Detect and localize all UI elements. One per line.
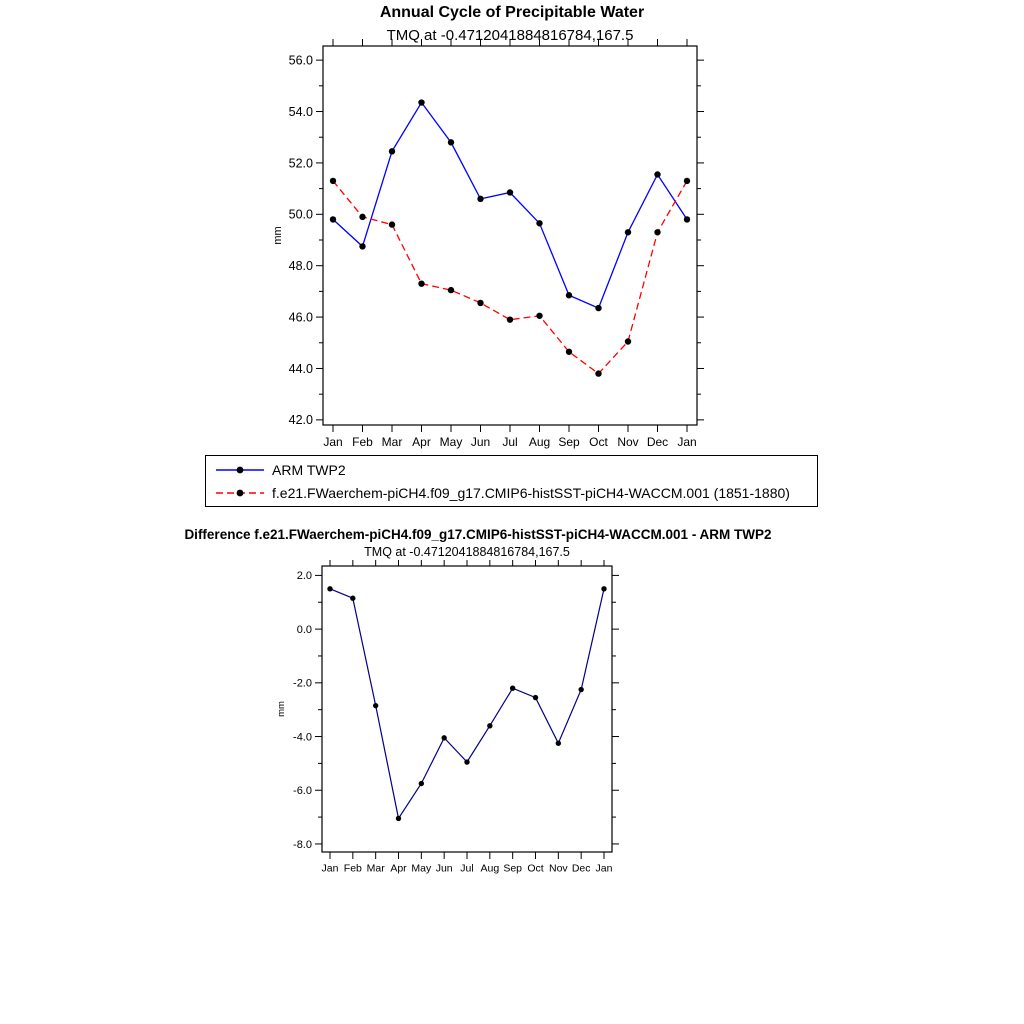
x-tick-label: Jun [470, 435, 491, 449]
data-point-marker [684, 216, 690, 222]
legend-label: f.e21.FWaerchem-piCH4.f09_g17.CMIP6-histSST-piCH4-WACCM.001 (1851-1880) [272, 484, 790, 501]
data-point-marker [536, 220, 542, 226]
data-point-marker [625, 229, 631, 235]
x-tick-label: Apr [390, 862, 407, 875]
x-tick-label: Jan [321, 862, 339, 875]
x-tick-label: Feb [352, 435, 373, 449]
x-tick-label: Aug [480, 862, 500, 875]
legend-label: ARM TWP2 [272, 461, 346, 478]
data-point-marker [418, 99, 424, 105]
y-axis [276, 570, 619, 851]
difference-chart [0, 560, 1024, 890]
data-point-marker [601, 586, 606, 591]
y-axis-label: mm [276, 701, 287, 717]
data-point-marker [448, 139, 454, 145]
y-axis-label: mm [272, 226, 284, 245]
data-point-marker [595, 305, 601, 311]
x-tick-label: May [439, 435, 463, 449]
y-tick-label: -8.0 [293, 838, 312, 851]
x-tick-label: Nov [548, 862, 568, 875]
difference-chart-title: Difference f.e21.FWaerchem-piCH4.f09_g17.CMIP6-histSST-piCH4-WACCM.001 - ARM TWP2 [184, 527, 772, 542]
legend-line-sample-red-dashed [214, 486, 266, 500]
data-point-marker [507, 316, 513, 322]
data-point-marker [536, 313, 542, 319]
y-tick-label: -2.0 [293, 677, 312, 690]
data-point-marker [477, 300, 483, 306]
series-0 [327, 586, 606, 821]
x-tick-label: Jul [502, 435, 518, 449]
series-0 [330, 99, 690, 311]
legend-box [205, 455, 818, 507]
data-point-marker [684, 178, 690, 184]
x-tick-label: Oct [527, 862, 544, 875]
series-line [330, 589, 604, 819]
data-point-marker [359, 243, 365, 249]
data-point-marker [566, 292, 572, 298]
y-tick-label: 52.0 [288, 156, 313, 171]
data-point-marker [389, 148, 395, 154]
y-tick-label: 50.0 [288, 207, 313, 222]
x-tick-label: Jan [595, 862, 613, 875]
data-point-marker [373, 703, 378, 708]
x-tick-label: Jun [435, 862, 453, 875]
data-point-marker [507, 189, 513, 195]
data-point-marker [566, 349, 572, 355]
y-tick-label: -6.0 [293, 785, 312, 798]
legend-item-model [214, 481, 813, 504]
x-tick-label: Feb [343, 862, 362, 875]
x-tick-label: Jan [323, 435, 343, 449]
data-point-marker [510, 685, 515, 690]
y-tick-label: 48.0 [288, 259, 313, 274]
y-tick-label: 46.0 [288, 310, 313, 325]
y-tick-label: -4.0 [293, 731, 312, 744]
y-tick-label: 2.0 [296, 570, 312, 583]
x-tick-label: Apr [412, 435, 431, 449]
y-tick-label: 42.0 [288, 413, 313, 428]
x-tick-label: Dec [571, 862, 591, 875]
data-point-marker [487, 723, 492, 728]
data-point-marker [578, 687, 583, 692]
x-tick-label: Nov [617, 435, 639, 449]
data-point-marker [448, 287, 454, 293]
data-point-marker [327, 586, 332, 591]
legend-line-sample-blue-solid [214, 463, 266, 477]
x-tick-label: Oct [589, 435, 608, 449]
data-point-marker [477, 196, 483, 202]
series-1 [330, 178, 690, 377]
data-point-marker [419, 781, 424, 786]
x-tick-label: Aug [528, 435, 551, 449]
annual-cycle-chart [0, 0, 1024, 452]
data-point-marker [396, 816, 401, 821]
legend-item-arm-twp2 [214, 458, 813, 481]
data-point-marker [595, 370, 601, 376]
data-point-marker [418, 280, 424, 286]
x-tick-label: Sep [503, 862, 523, 875]
data-point-marker [359, 214, 365, 220]
data-point-marker [441, 735, 446, 740]
x-tick-label: Dec [646, 435, 669, 449]
y-tick-label: 54.0 [288, 104, 313, 119]
y-tick-label: 44.0 [288, 361, 313, 376]
x-tick-label: Sep [558, 435, 580, 449]
top-chart-title: Annual Cycle of Precipitable Water [379, 4, 645, 21]
difference-chart-subtitle: TMQ at -0.4712041884816784,167.5 [364, 545, 570, 559]
series-line [333, 181, 687, 374]
x-tick-label: May [411, 862, 432, 875]
axes [272, 39, 704, 449]
data-point-marker [464, 759, 469, 764]
data-point-marker [654, 229, 660, 235]
x-tick-label: Mar [366, 862, 385, 875]
data-point-marker [330, 178, 336, 184]
y-tick-label: 0.0 [296, 623, 312, 636]
x-tick-label: Jan [677, 435, 697, 449]
data-point-marker [654, 171, 660, 177]
top-chart-subtitle: TMQ at -0.4712041884816784,167.5 [386, 27, 634, 44]
y-tick-label: 56.0 [288, 53, 313, 68]
data-point-marker [556, 741, 561, 746]
series-line [333, 103, 687, 309]
x-axis [323, 39, 696, 449]
data-point-marker [350, 596, 355, 601]
axes [276, 560, 619, 875]
x-tick-label: Mar [381, 435, 403, 449]
x-tick-label: Jul [460, 862, 474, 875]
data-point-marker [625, 338, 631, 344]
data-point-marker [330, 216, 336, 222]
data-point-marker [533, 695, 538, 700]
data-point-marker [389, 221, 395, 227]
y-axis [272, 54, 704, 428]
